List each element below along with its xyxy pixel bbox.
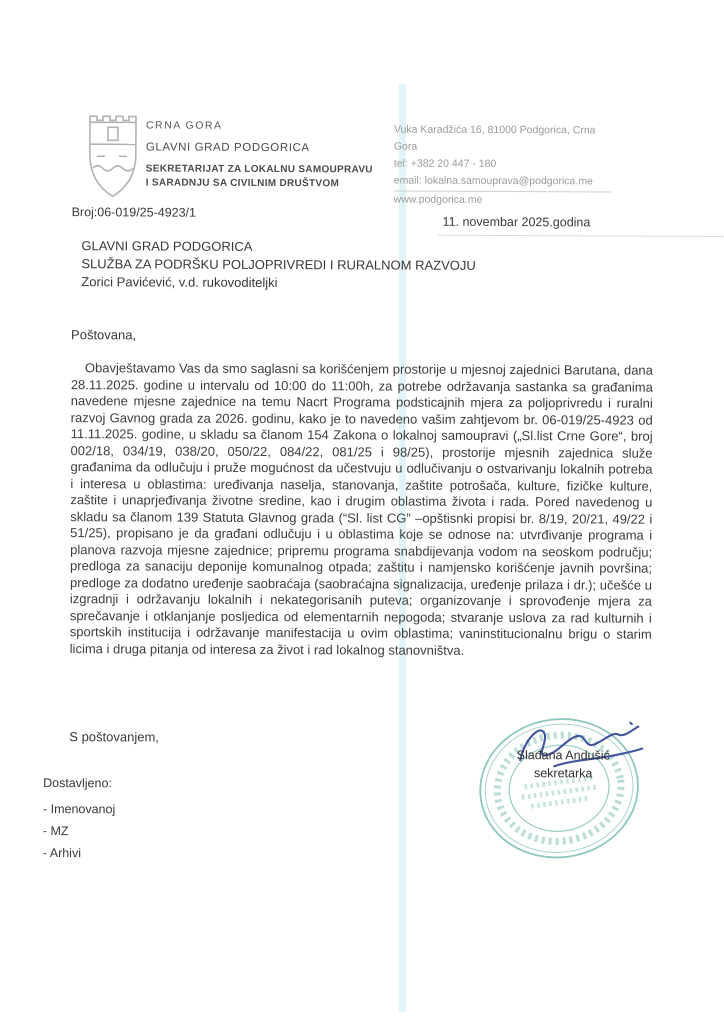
distribution-label: Dostavljeno:: [43, 776, 112, 791]
signer-name: Slađana Andušić: [516, 748, 610, 763]
distribution-item: - MZ: [42, 824, 69, 839]
recipient-org: GLAVNI GRAD PODGORICA: [81, 238, 253, 254]
signer-block: [485, 746, 641, 783]
distribution-item: - Imenovanoj: [42, 802, 116, 817]
contact-tel: tel: +382 20 447 - 180: [393, 157, 497, 170]
contact-web: www.podgorica.me: [393, 193, 483, 206]
signer-title: sekretarka: [533, 766, 593, 781]
org-country: CRNA GORA: [145, 119, 223, 132]
coat-of-arms-icon: [85, 112, 139, 200]
letter-body-paragraph: Obavještavamo Vas da smo saglasni sa korišćenjem prostorije u mjesnoj zajednici Barutana, dana 28.11.2025. godine u intervalu od 10:00 do 11:00h, za potrebe održavanja sastanka sa građanima navedene mjesne zajednice na temu Nacrt Programa podsticajnih mjera za poljoprivredu i ruralni razvoj Gavnog grada za 2026. godinu, kako je to navedeno vašim zahtjevom br. 06-019/25-4923 od 11.11.2025. godine, u skladu sa članom 154 Zakona o lokalnoj samoupravi („Sl.list Crne Gore“, broj 002/18, 034/19, 038/20, 050/22, 084/22, 081/25 i 98/25), prostorije mjesnih zajednica služe građanima da odlučuju i pruže mogućnost da učestvuju u odlučivanju o ostvarivanju lokalnih potreba i interesa u oblastima: uređivanja naselja, stanovanja, zaštite potrošača, kulture, fizičke kulture, zaštite i unaprjeđivanja životne sredine, kao i drugim oblastima života i rada. Pored navedenog u skladu sa članom 139 Statuta Glavnog grada (“Sl. list CG” –opštisnki propisi br. 8/19, 20/21, 49/22 i 51/25), propisano je da građani odlučuju i u oblastima koje se odnose na: utvrđivanje programa i planova razvoja mjesne zajednice; pripremu programa snabdijevanja vodom na seoskom području; predloga za sanaciju deponije komunalnog otpada; zaštitu i namjensko korišćenje javnih površina; predloge za dodatno uređenje saobraćaja (saobraćajna signalizacija, uređenje prilaza i dr.); učešće u izgradnji i održavanju lokalnih i nekategorisanih puteva; organizovanje i sprovođenje mjera za sprečavanje i otklanjanje posljedica od elementarnih nepogoda; stvaranje uslova za rad kulturnih i sportskih institucija i održavanje manifestacija u ovim oblastima; vaninstitucionalnu brigu o starim licima i druga pitanja od interesa za život i rad lokalnog stanovništva.: [69, 360, 653, 658]
letterhead-contact-block: [394, 122, 612, 210]
coat-of-arms-logo: [85, 112, 139, 205]
salutation: Poštovana,: [71, 327, 137, 343]
contact-address: Vuka Karadžića 16, 81000 Podgorica, Crna Gora: [393, 123, 596, 153]
distribution-item: - Arhivi: [42, 846, 82, 861]
recipient-person: Zorici Pavićević, v.d. rukovoditeljki: [81, 274, 278, 291]
date-underline-artifact: [437, 235, 723, 237]
closing-phrase: S poštovanjem,: [69, 729, 159, 745]
distribution-block: [43, 776, 116, 864]
contact-email: email: lokalna.samouprava@podgorica.me: [394, 173, 612, 193]
org-city: GLAVNI GRAD PODGORICA: [145, 140, 310, 154]
letter-date: 11. novembar 2025.godina: [442, 214, 591, 230]
recipient-service: SLUŽBA ZA PODRŠKU POLJOPRIVREDI I RURALNOM RAZVOJU: [81, 256, 476, 273]
org-secretariat-line1: SEKRETARIJAT ZA LOKALNU SAMOUPRAVU: [145, 163, 373, 176]
letterhead-org-block: [146, 120, 373, 193]
reference-number: Broj:06-019/25-4923/1: [71, 205, 197, 220]
recipient-block: [81, 237, 476, 293]
org-secretariat-line2: I SARADNJU SA CIVILNIM DRUŠTVOM: [145, 177, 340, 190]
